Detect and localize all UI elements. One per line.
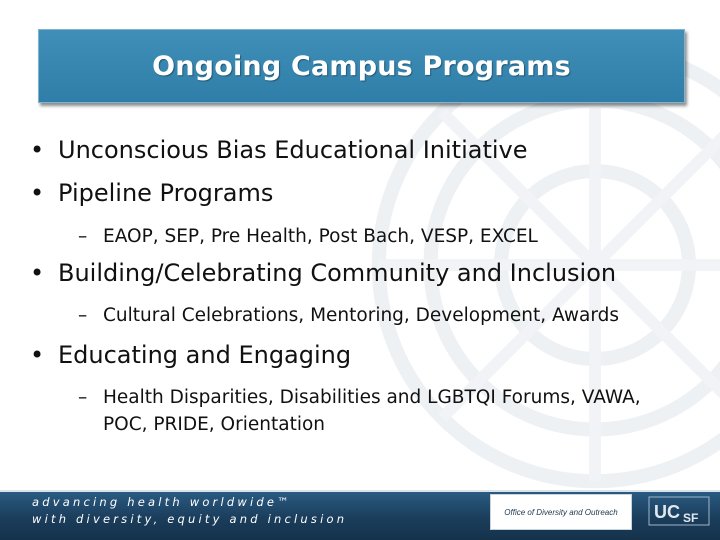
bullet-text: Building/Celebrating Community and Inclusion [58, 259, 617, 287]
sub-bullet-item [78, 302, 688, 329]
tagline-line-2: with diversity, equity and inclusion [32, 512, 348, 526]
sub-bullet-item [78, 384, 688, 438]
slide-title: Ongoing Campus Programs [152, 50, 571, 82]
footer-divider [0, 490, 720, 492]
sub-bullet-text: EAOP, SEP, Pre Health, Post Bach, VESP, EXCEL [103, 226, 538, 247]
sub-bullet-text: Health Disparities, Disabilities and LGBTQI Forums, VAWA, POC, PRIDE, Orientation [103, 387, 641, 435]
dash-icon: – [78, 305, 88, 326]
bullet-item [30, 179, 273, 207]
bullet-dot-icon: • [30, 179, 45, 207]
svg-text:SF: SF [683, 511, 699, 525]
dash-icon: – [78, 226, 88, 247]
bullet-dot-icon: • [30, 136, 45, 164]
bullet-text: Unconscious Bias Educational Initiative [58, 136, 528, 164]
bullet-item [30, 136, 528, 164]
bullet-dot-icon: • [30, 259, 45, 287]
sub-bullet-text: Cultural Celebrations, Mentoring, Development, Awards [103, 305, 620, 326]
bullet-item [30, 259, 616, 287]
tagline-line-1: advancing health worldwide™ [32, 495, 292, 509]
svg-text:UC: UC [654, 502, 680, 522]
office-label-box [490, 494, 632, 530]
ucsf-logo [646, 493, 712, 529]
bullet-text: Educating and Engaging [58, 341, 352, 369]
dash-icon: – [78, 387, 88, 408]
bullet-item [30, 341, 351, 369]
bullet-text: Pipeline Programs [58, 179, 274, 207]
bullet-dot-icon: • [30, 341, 45, 369]
sub-bullet-item [78, 223, 688, 250]
office-label: Office of Diversity and Outreach [504, 507, 618, 517]
